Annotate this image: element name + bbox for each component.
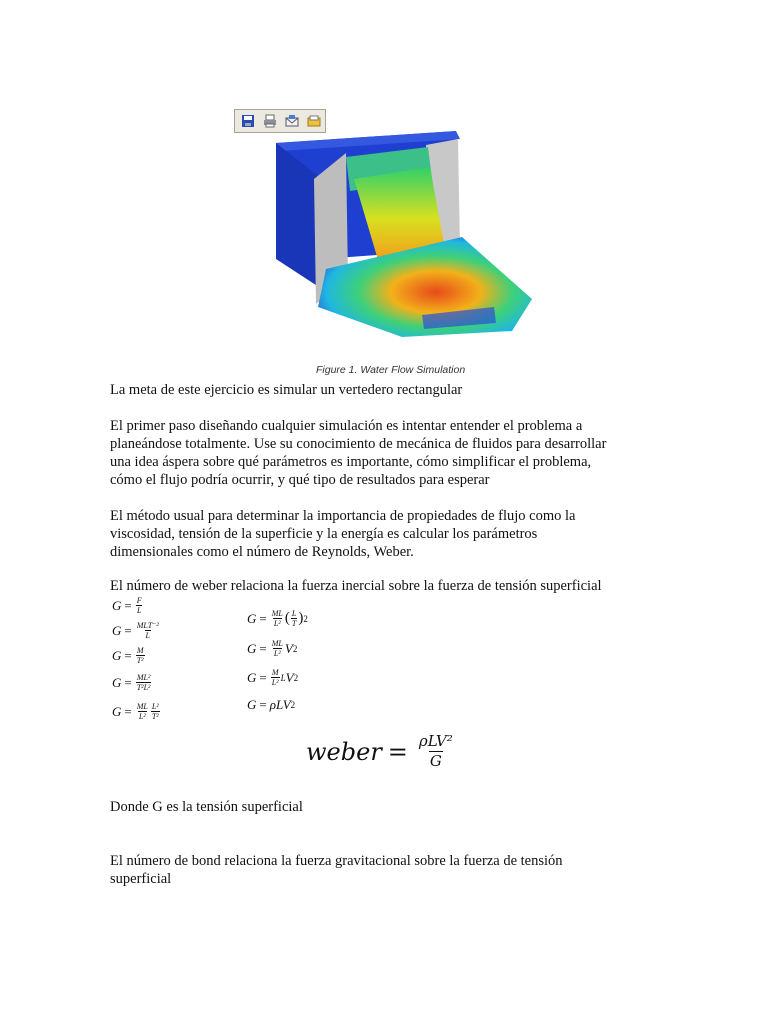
equation-3: G = $\frac{M}{\text{T²}}$ xyxy=(112,646,144,665)
equation-5: G = $\frac{ML}{\text{L²}}$ $\frac{\text{L²}}{\text{T²}}$ xyxy=(112,702,159,721)
paragraph-bond-intro: El número de bond relaciona la fuerza gravitacional sobre la fuerza de tensión superficial xyxy=(110,853,563,887)
equation-4: G = $\frac{\text{ML²}}{\text{T²L²}}$ xyxy=(112,673,151,692)
email-button[interactable] xyxy=(283,112,301,130)
save-button[interactable] xyxy=(239,112,257,130)
figure xyxy=(226,109,548,349)
figure-toolbar xyxy=(234,109,326,133)
open-folder-icon xyxy=(307,114,321,128)
equation-8: G = $\frac{M}{\text{L²}}$ L V 2 xyxy=(247,668,299,687)
paragraph-goal: La meta de este ejercicio es simular un vertedero rectangular xyxy=(110,382,463,398)
equation-2: G = $\frac{\text{MLT⁻²}}{L}$ xyxy=(112,621,159,640)
equation-9: G = ρLV 2 xyxy=(247,697,296,712)
paragraph-weber-intro: El número de weber relaciona la fuerza inercial sobre la fuerza de tensión superficial xyxy=(110,578,602,594)
water-flow-simulation-image xyxy=(226,109,548,349)
open-folder-button[interactable] xyxy=(305,112,323,130)
paragraph-g-definition: Donde G es la tensión superficial xyxy=(110,799,303,815)
print-icon xyxy=(263,114,277,128)
equation-7: G = $\frac{ML}{\text{L²}}$ V 2 xyxy=(247,639,298,658)
figure-caption: Figure 1. Water Flow Simulation xyxy=(316,364,466,376)
save-icon xyxy=(241,114,255,128)
equation-6: G = $\frac{ML}{\text{L²}}$ ( $\frac{L}{T}$ ) 2 xyxy=(247,609,308,628)
print-button[interactable] xyxy=(261,112,279,130)
equation-1: G = $\frac{F}{L}$ xyxy=(112,596,142,615)
weber-formula: weber = $\frac{\text{ρLV²}}{G}$ xyxy=(306,732,453,770)
paragraph-method: El método usual para determinar la importancia de propiedades de flujo como la viscosidad, tensión de la superficie y la energía es calcular los parámetros dimensionales como el número de Reynolds, Weber. xyxy=(110,508,576,560)
paragraph-first-step: El primer paso diseñando cualquier simulación es intentar entender el problema a planeándose totalmente. Use su conocimiento de mecánica de fluidos para desarrollar una idea áspera sobre qué parámetros es importante, cómo simplificar el problema, cómo el flujo podría ocurrir, y qué tipo de resultados para esperar xyxy=(110,418,607,488)
email-icon xyxy=(285,114,299,128)
